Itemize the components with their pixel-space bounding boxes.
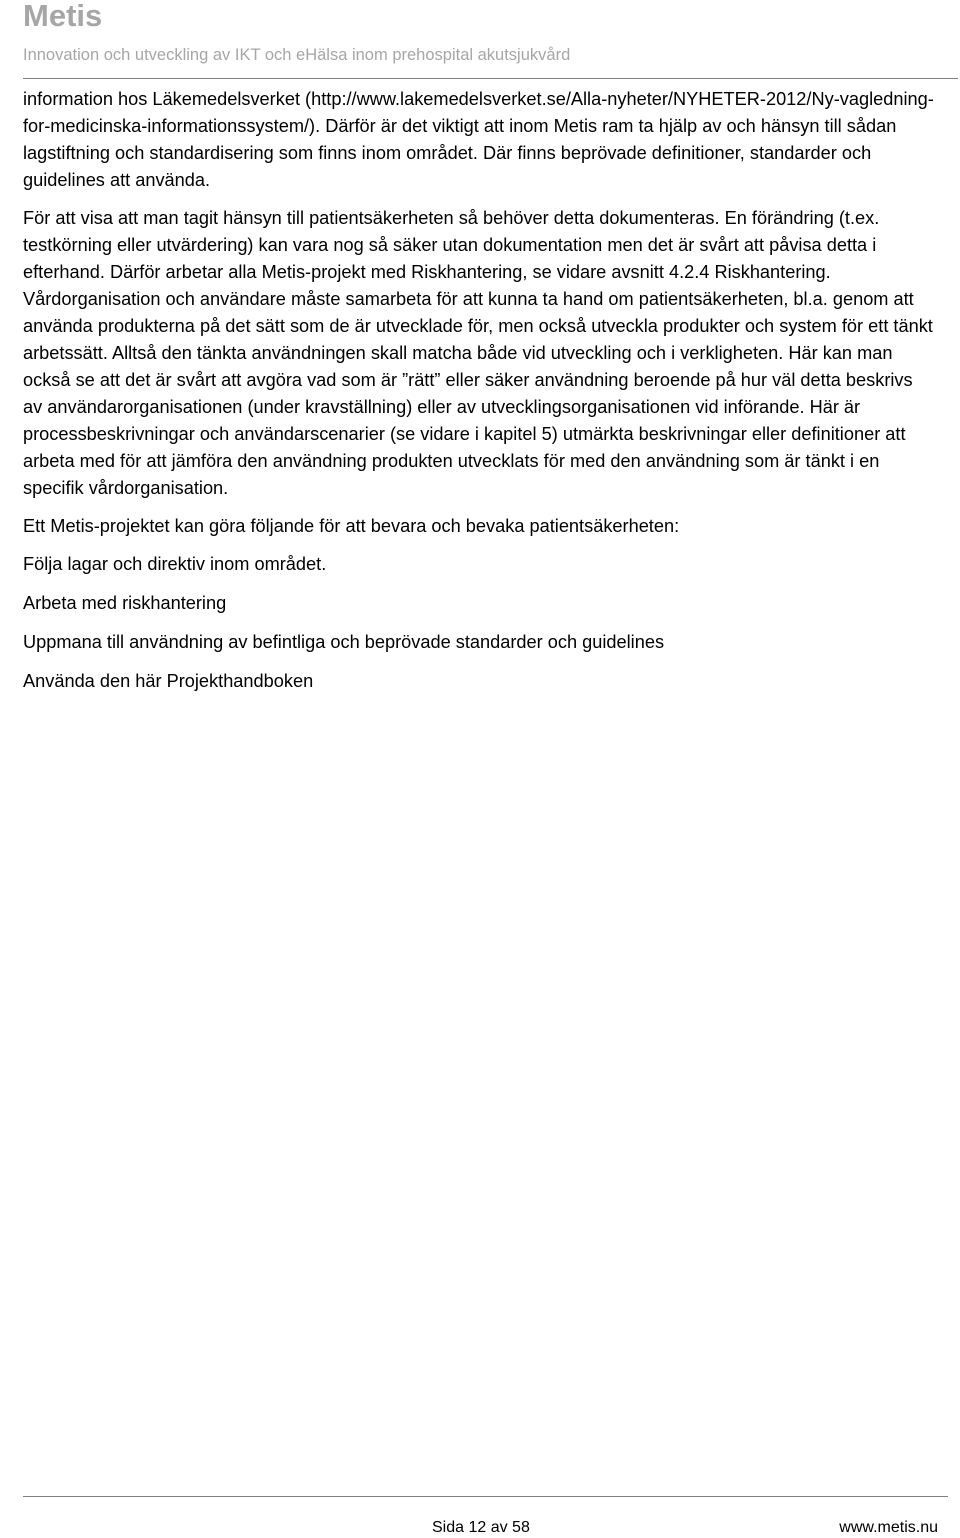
action-item: Uppmana till användning av befintliga och beprövade standarder och guidelines <box>23 632 665 652</box>
paragraph-patient-safety: För att visa att man tagit hänsyn till patientsäkerheten så behöver detta dokumenteras. En förändring (t.ex. testkörning eller utvärdering) kan vara nog så säker utan dokumentation men det är svårt att påvisa detta i efterhand. Därför arbetar alla Metis-projekt med Riskhantering, se vidare avsnitt 4.2.4 Riskhantering. Vårdorganisation och användare måste samarbeta för att kunna ta hand om patientsäkerheten, bl.a. genom att använda produkterna på det sätt som de är utvecklade för, men också utveckla produkter och system för ett tänkt arbetssätt. Alltså den tänkta användningen skall matcha både vid utveckling och i verkligheten. Här kan man också se att det är svårt att avgöra vad som är ”rätt” eller säker användning beroende på hur väl detta beskrivs av användarorganisationen (under kravställning) eller av utvecklingsorganisationen vid införande. Här är processbeskrivningar och användarscenarier (se vidare i kapitel 5) utmärkta beskrivningar eller definitioner att arbeta med för att jämföra den användning produkten utvecklats för med den användning som är tänkt i en specifik vårdorganisation. <box>23 208 933 498</box>
paragraph-legislation: information hos Läkemedelsverket (http://www.lakemedelsverket.se/Alla-nyheter/NYHETER-2012/Ny-vagledning-for-medicinska-informationssystem/). Därför är det viktigt att inom Metis ram ta hjälp av och hänsyn till sådan lagstiftning och standardisering som finns inom området. Där finns beprövade definitioner, standarder och guidelines att använda. <box>23 89 934 190</box>
document-body <box>23 86 935 707</box>
footer-divider <box>23 1496 948 1497</box>
paragraph-actions-intro: Ett Metis-projektet kan göra följande för att bevara och bevaka patientsäkerheten: <box>23 516 680 536</box>
action-item: Använda den här Projekthandboken <box>23 671 314 691</box>
page-number: Sida 12 av 58 <box>432 1519 530 1536</box>
document-subtitle: Innovation och utveckling av IKT och eHälsa inom prehospital akutsjukvård <box>23 46 571 64</box>
page-header <box>23 0 958 65</box>
document-title: Metis <box>23 0 103 33</box>
header-divider <box>23 78 958 79</box>
footer-website: www.metis.nu <box>839 1519 938 1536</box>
action-item: Arbeta med riskhantering <box>23 593 227 613</box>
action-item: Följa lagar och direktiv inom området. <box>23 554 327 574</box>
